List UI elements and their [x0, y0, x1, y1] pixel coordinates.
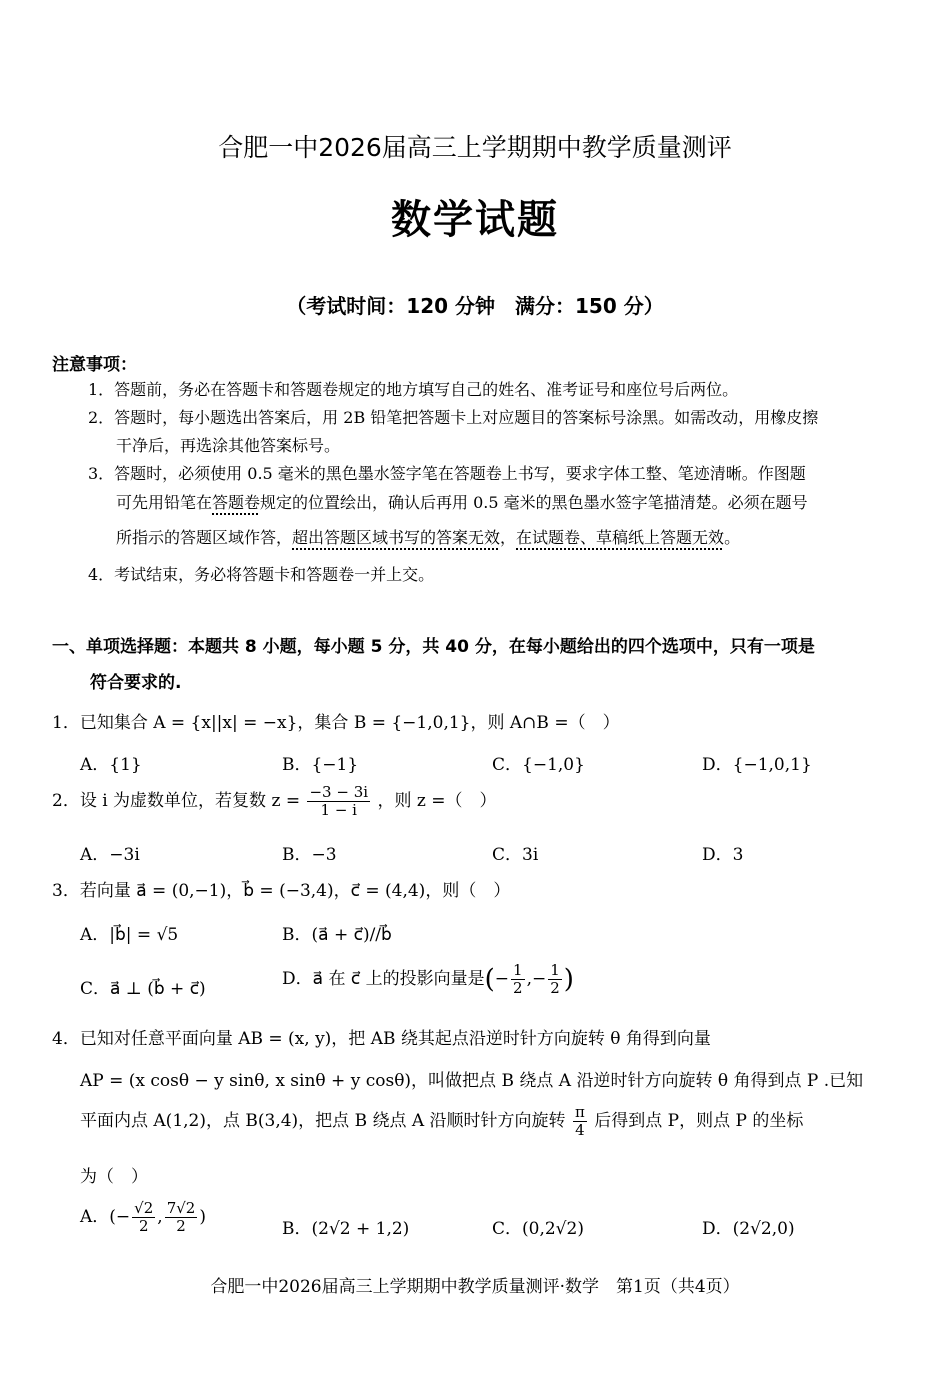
- q1-option-c: C．{−1,0}: [492, 755, 585, 775]
- q2-fraction-denominator: 1 − i: [320, 801, 357, 819]
- q1-option-b: B．{−1}: [282, 755, 359, 775]
- notice-item-2a: 2．答题时，每小题选出答案后，用 2B 铅笔把答题卡上对应题目的答案标号涂黑。如需改动，用橡皮擦: [88, 408, 819, 427]
- q4-a-fraction-1: [132, 1200, 155, 1235]
- q4-option-a: A．(− $\frac{√2}{2}$ , $\frac{7√2}{2}$ ): [80, 1199, 206, 1235]
- q4-option-c: C．(0,2√2): [492, 1219, 584, 1239]
- q3-d-fraction-2: [548, 962, 562, 997]
- question-4-line-1: 4．已知对任意平面向量 AB = (x, y)，把 AB 绕其起点沿逆时针方向旋转 θ 角得到向量: [52, 1029, 711, 1049]
- question-4-line-2: AP = (x cosθ − y sinθ, x sinθ + y cosθ)，叫做把点 B 绕点 A 沿逆时针方向旋转 θ 角得到点 P .已知: [80, 1071, 864, 1091]
- q1-option-d: D．{−1,0,1}: [702, 755, 812, 775]
- q4-a-frac1-den: 2: [138, 1217, 149, 1235]
- notice-item-3c: [116, 526, 740, 550]
- q4-a-fraction-2: [165, 1200, 198, 1235]
- q3-d-fraction-1: [511, 962, 525, 997]
- notice-item-3a: 3．答题时，必须使用 0.5 毫米的黑色墨水签字笔在答题卷上书写，要求字体工整、笔迹清晰。作图题: [88, 464, 806, 483]
- q3-option-a: A．|b⃗| = √5: [80, 925, 179, 945]
- notice-3c-post: 。: [724, 528, 741, 547]
- notice-item-3b: [116, 491, 808, 515]
- q3-option-b: B．(a⃗ + c⃗)//b⃗: [282, 925, 392, 945]
- q2-option-a: A．−3i: [80, 845, 140, 865]
- q4-a-frac1-num: √2: [134, 1199, 154, 1217]
- q3-option-d: D．a⃗ 在 c⃗ 上的投影向量是(− $\frac{1}{2}$ ,− $\frac{1}{2}$ ): [282, 961, 574, 997]
- exam-header-title: 合肥一中2026届高三上学期期中教学质量测评: [218, 133, 732, 162]
- q4-angle-num: π: [574, 1103, 585, 1121]
- q4-angle-fraction: [573, 1104, 587, 1139]
- notice-item-4: 4．考试结束，务必将答题卡和答题卷一并上交。: [88, 565, 435, 584]
- q2-fraction-numerator: −3 − 3i: [309, 783, 369, 801]
- question-2-stem: [52, 784, 496, 819]
- question-1-stem: 1．已知集合 A = {x||x| = −x}，集合 B = {−1,0,1}，则 A∩B =（ ）: [52, 713, 620, 733]
- q3-d-frac1-num: 1: [513, 961, 523, 979]
- q4-line3-pre: 平面内点 A(1,2)，点 B(3,4)，把点 B 绕点 A 沿顺时针方向旋转: [80, 1111, 566, 1131]
- notice-3c-emphasis-2: 在试题卷、草稿纸上答题无效: [516, 528, 725, 547]
- section-heading: 一、单项选择题：本题共 8 小题，每小题 5 分，共 40 分，在每小题给出的四个选项中，只有一项是: [52, 637, 815, 657]
- notice-item-1: 1．答题前，务必在答题卡和答题卷规定的地方填写自己的姓名、准考证号和座位号后两位。: [88, 380, 739, 399]
- q2-fraction: [307, 784, 370, 819]
- q2-stem-post: ，则 z =（ ）: [377, 791, 497, 811]
- q2-stem-pre: 2．设 i 为虚数单位，若复数 z =: [52, 791, 301, 811]
- q4-line3-post: 后得到点 P，则点 P 的坐标: [594, 1111, 804, 1131]
- notice-3c-pre: 所指示的答题区域作答，: [116, 528, 293, 547]
- question-4-line-3: [80, 1104, 803, 1139]
- q3-option-c: C．a⃗ ⊥ (b⃗ + c⃗): [80, 979, 206, 999]
- subject-title: 数学试题: [391, 196, 559, 243]
- q4-option-d: D．(2√2,0): [702, 1219, 795, 1239]
- page-footer: 合肥一中2026届高三上学期期中教学质量测评·数学 第1页（共4页）: [210, 1277, 740, 1297]
- q4-option-b: B．(2√2 + 1,2): [282, 1219, 410, 1239]
- notice-3c-emphasis-1: 超出答题区域书写的答案无效: [292, 528, 501, 547]
- q4-angle-den: 4: [575, 1121, 585, 1139]
- q4-a-frac2-den: 2: [176, 1217, 186, 1235]
- notice-3b-pre: 可先用铅笔在: [116, 493, 213, 512]
- q2-option-c: C．3i: [492, 845, 539, 865]
- exam-info: （考试时间：120 分钟 满分：150 分）: [286, 294, 664, 318]
- question-4-line-4: 为（ ）: [80, 1167, 148, 1187]
- q3-d-frac2-den: 2: [550, 979, 560, 997]
- notice-3c-mid: ，: [500, 528, 517, 547]
- notice-3b-emphasis: 答题卷: [212, 493, 261, 512]
- section-heading-cont: 符合要求的.: [90, 673, 182, 693]
- q3-d-frac2-num: 1: [550, 961, 560, 979]
- q3-option-d-text: D．a⃗ 在 c⃗ 上的投影向量是: [282, 969, 485, 989]
- q2-option-d: D．3: [702, 845, 744, 865]
- q3-d-frac1-den: 2: [513, 979, 523, 997]
- question-3-stem: 3．若向量 a⃗ = (0,−1)，b⃗ = (−3,4)，c⃗ = (4,4)，则（ ）: [52, 881, 511, 901]
- notice-item-2b: 干净后，再选涂其他答案标号。: [116, 436, 341, 455]
- notice-title: 注意事项：: [52, 355, 137, 375]
- notice-3b-post: 规定的位置绘出，确认后再用 0.5 毫米的黑色墨水签字笔描清楚。必须在题号: [260, 493, 808, 512]
- q4-option-a-label: A．: [80, 1207, 110, 1227]
- q1-option-a: A．{1}: [80, 755, 142, 775]
- q4-a-frac2-num: 7√2: [166, 1199, 196, 1217]
- q2-option-b: B．−3: [282, 845, 337, 865]
